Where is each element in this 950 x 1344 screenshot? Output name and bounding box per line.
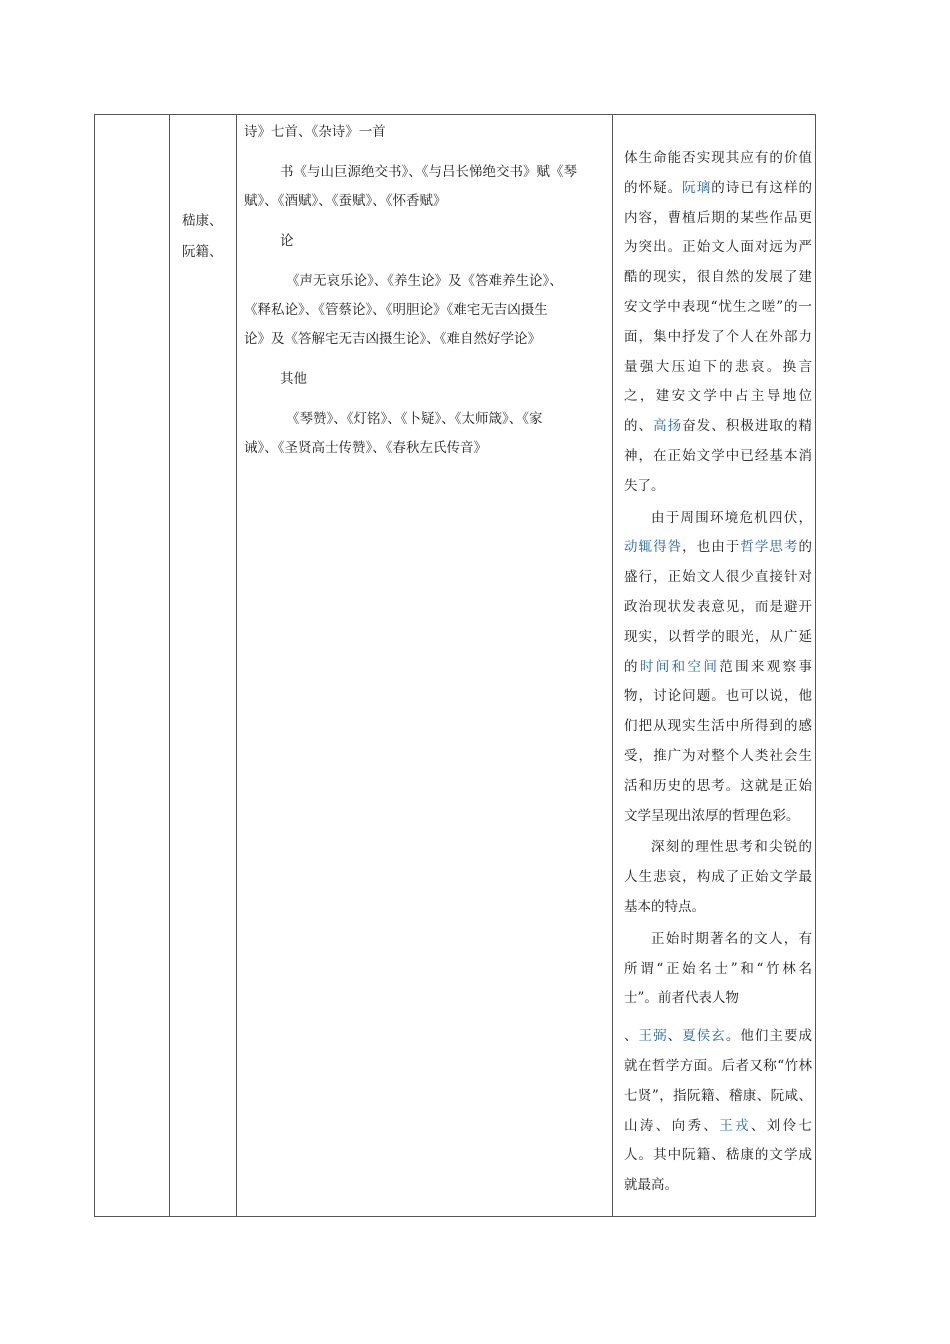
text-run: 、 (667, 1028, 683, 1045)
notes-paragraph: 深刻的理性思考和尖锐的人生悲哀，构成了正始文学最基本的特点。 (624, 839, 812, 915)
works-line: 论》及《答解宅无吉凶摄生论》、《难自然好学论》 (244, 331, 541, 347)
link-wang-bi[interactable]: 王弼 (638, 1028, 668, 1045)
text-run: 由于周围环境危机四伏， (651, 509, 812, 526)
works-line: 赋》、《酒赋》、《蚕赋》、《怀香赋》 (244, 193, 447, 209)
notes-paragraph (624, 144, 812, 502)
text-run: 体生命能否实现其应有的价值的怀疑。 (624, 150, 812, 196)
text-run: 的诗已有这样的内容，曹植后期的某些作品更为突出。正始文人面对远为严酷的现实，很自然的发展了建安文学中表现“忧生之嗟”的一面，集中抒发了个人在外部力量强大压迫下的悲哀。换言之，建安文学中占主导地位的、 (624, 179, 813, 435)
link-xiahou-xuan[interactable]: 夏侯玄 (682, 1028, 726, 1045)
author-name: 嵇康、 (182, 213, 223, 229)
link-gao-yang[interactable]: 高扬 (653, 418, 683, 435)
text-run: 范围来观察事物，讨论问题。也可以说，他们把从现实生活中所得到的感受，推广为对整个人类社会生活和历史的思考。这就是正始文学呈现出浓厚的哲理色彩。 (624, 658, 813, 824)
column-divider (169, 114, 170, 1217)
author-name: 阮籍、 (182, 244, 223, 260)
text-run: ，也由于 (682, 539, 741, 556)
text-run: 。他们主要成就在哲学方面。后者又称“竹林七贤”，指阮籍、稽康、阮咸、山涛、向秀、 (624, 1028, 813, 1134)
works-line: 《琴赞》、《灯铭》、《卜疑》、《太师箴》、《家 (286, 411, 543, 427)
notes-paragraph: 正始时期著名的文人，有所谓“正始名士”和“竹林名士”。前者代表人物 (624, 930, 812, 1007)
column-divider (612, 114, 613, 1217)
text-run: 奋发、积极进取的精神，在正始文学中已经基本消失了。 (624, 418, 813, 494)
notes-cell (624, 144, 812, 1201)
works-heading: 论 (280, 233, 294, 249)
link-dong-zhe-de-jiu[interactable]: 动辄得咎 (624, 539, 683, 556)
notes-paragraph (624, 1022, 812, 1201)
link-wang-rong[interactable]: 王戎 (719, 1117, 751, 1134)
notes-paragraph (624, 504, 812, 832)
works-cell (244, 118, 606, 463)
text-run: 的盛行，正始文人很少直接针对政治现状发表意见，而是避开现实，以哲学的眼光，从广延的 (624, 539, 813, 675)
column-divider (236, 114, 237, 1217)
text-run: 、刘伶七人。其中阮籍、嵇康的文学成就最高。 (624, 1117, 813, 1194)
link-shi-jian-he-kong-jian[interactable]: 时间和空间 (639, 658, 720, 675)
works-line: 书《与山巨源绝交书》、《与吕长悌绝交书》赋《琴 (280, 164, 577, 180)
works-line: 《释私论》、《管蔡论》、《明胆论》《难宅无吉凶摄生 (244, 302, 548, 318)
works-heading: 其他 (280, 371, 307, 387)
link-zhe-xue-si-kao[interactable]: 哲学思考 (740, 539, 799, 556)
authors-cell (182, 206, 232, 268)
works-line: 《声无哀乐论》、《养生论》及《答难养生论》、 (286, 273, 563, 289)
text-run: 、 (624, 1028, 639, 1045)
works-line: 诗》七首、《杂诗》一首 (244, 124, 386, 140)
link-ruan-ji[interactable]: 阮璃 (682, 179, 712, 196)
works-line: 诫》、《圣贤高士传赞》、《春秋左氏传音》 (244, 440, 487, 456)
